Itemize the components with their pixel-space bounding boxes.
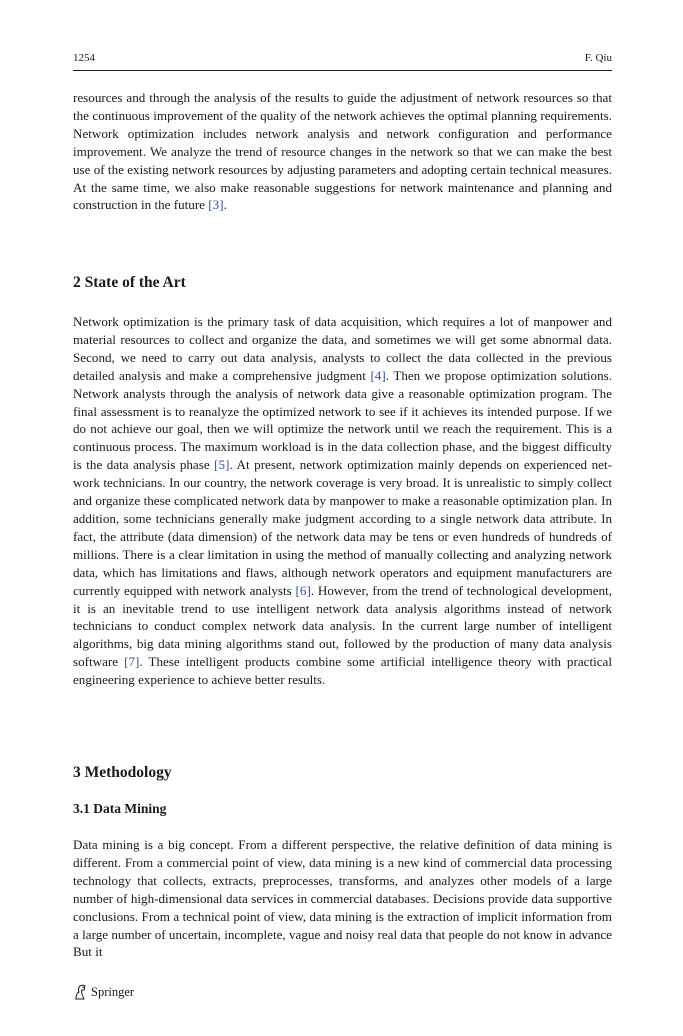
section-2-heading-block: [73, 274, 612, 292]
section-2-paragraph-block: [73, 313, 612, 689]
publisher-name: Springer: [91, 984, 135, 999]
s2-text-5: . These intelligent products combine some artificial intelligence theory with practical engineering experience to achieve better results.: [73, 654, 612, 688]
section-3-paragraph-block: [73, 836, 612, 961]
section-3-paragraph: Data mining is a big concept. From a different perspective, the relative definition of data mining is different. From a commercial point of view, data mining is a new kind of commercial data processing technology that collects, extracts, preprocesses, transforms, and analyzes other models of a large number of high-dimensional data services in commercial databases. Decisions provide data supportive conclusions. From a technical point of view, data mining is the extraction of implicit information from a large number of uncertain, incomplete, vague and noisy real data that people do not know in advance But it: [73, 837, 612, 960]
s2-text-4: . However, from the trend of technological development, it is an inevitable trend to use intelligent network data analysis algorithms instead of network technicians to conduct complex network data analysis. In the current large number of intelligent algorithms, big data mining algorithms stand out, followed by the production of many data analysis software: [73, 582, 612, 670]
running-author: F. Qiu: [584, 52, 612, 64]
citation-6[interactable]: [6]: [295, 582, 311, 598]
citation-4[interactable]: [4]: [370, 367, 386, 383]
running-head: [73, 52, 612, 71]
s2-text-2: . Then we propose optimization solutions. Network analysts through the analysis of network data give a reasonable optimization program. The final assessment is to reanalyze the optimized network to see if it achieves its intended purpose. If we do not achieve our goal, then we will optimize the network until we reach the requirement. This is a continuous process. The maximum workload is in the data collection phase, and the biggest difficulty is the data analysis phase: [73, 367, 612, 473]
s2-text-3: . At present, network optimization mainly depends on experienced network technicians. In our country, the network coverage is very broad. It is unrealistic to simply collect and organize these complicated network data by manpower to make a reasonable optimization plan. In addition, some technicians generally make judgment according to a single network data attribute. In fact, the attribute (data dimension) of the network data may be tens or even hundreds of hundreds of millions. There is a clear limitation in using the method of manually collecting and analyzing network data, which has limitations and flaws, although network operators and equipment manufacturers are currently equipped with network analysts: [73, 457, 612, 598]
section-2-paragraph: [73, 313, 612, 689]
publisher-footer: [73, 984, 134, 1000]
intro-end: .: [223, 197, 227, 213]
subsection-3-1-heading-block: [73, 801, 612, 817]
intro-paragraph: [73, 89, 612, 214]
citation-7[interactable]: [7]: [124, 654, 140, 670]
subsection-3-1-heading: 3.1 Data Mining: [73, 801, 167, 816]
section-3-heading: 3 Methodology: [73, 764, 172, 781]
page-number: 1254: [73, 52, 95, 64]
intro-text: resources and through the analysis of the results to guide the adjustment of network resources so that the continuous improvement of the quality of the network achieves the optimal planning requirements. Network optimization includes network analysis and network configuration and performance improvement. We analyze the trend of resource changes in the network so that we can make the best use of the existing network resources by adjusting parameters and adopting certain technical measures. At the same time, we also make reasonable suggestions for network maintenance and planning and construction in the future: [73, 90, 612, 213]
springer-horse-icon: [73, 984, 88, 1000]
citation-3[interactable]: [3]: [208, 197, 224, 213]
intro-paragraph-block: [73, 89, 612, 214]
citation-5[interactable]: [5]: [214, 457, 230, 473]
section-2-heading: 2 State of the Art: [73, 274, 186, 291]
s2-text-1: Network optimization is the primary task of data acquisition, which requires a lot of manpower and material resources to collect and organize the data, and sometimes we will get some abnormal data. Second, we need to carry out data analysis, analysts to collect the data collected in the previous detailed analysis and make a comprehensive judgment: [73, 314, 612, 383]
section-3-heading-block: [73, 764, 612, 782]
